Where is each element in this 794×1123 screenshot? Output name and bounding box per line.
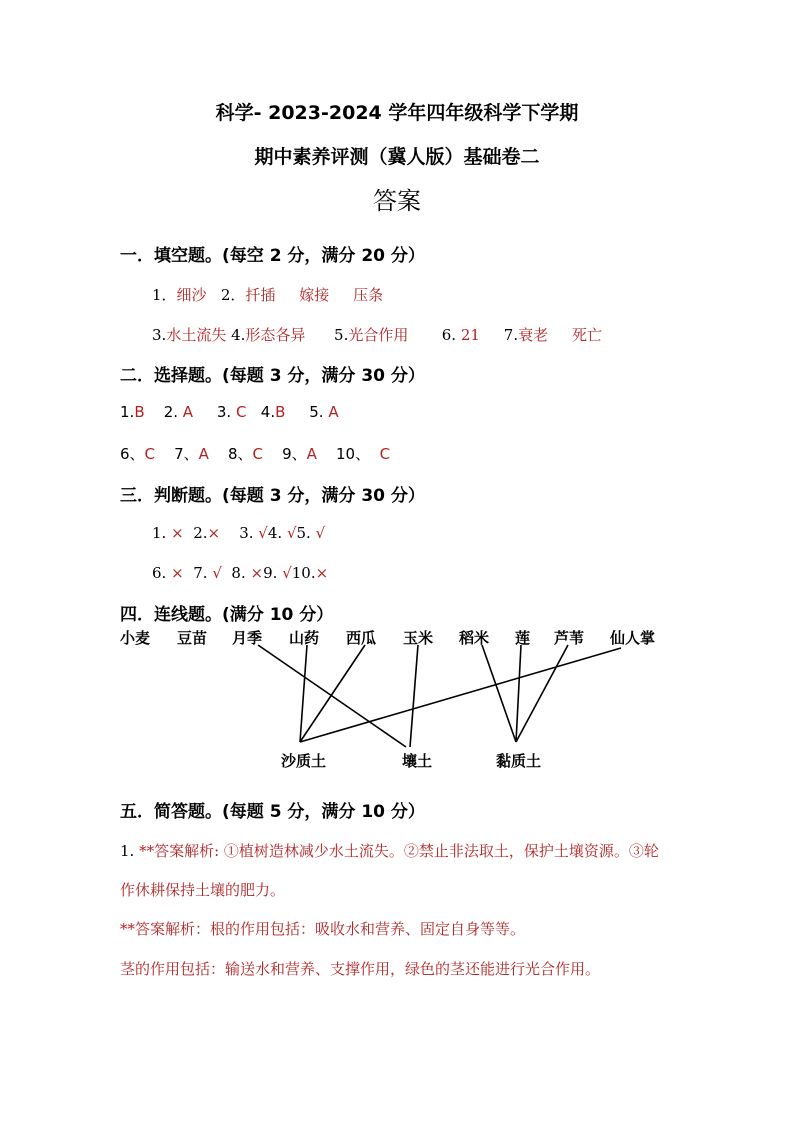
answer-1-line-2: 作休耕保持土壤的肥力。 — [120, 881, 286, 899]
plant-cactus: 仙人掌 — [610, 629, 656, 647]
section-5-title: 五．简答题。(每题 5 分，满分 10 分） — [120, 802, 425, 822]
s2-row-2: 6、C 7、A 8、C 9、A 10、 C — [120, 445, 391, 463]
title-line-1: 科学- 2023-2024 学年四年级科学下学期 — [215, 102, 579, 124]
plant-reed: 芦苇 — [554, 629, 585, 647]
item-2b: 嫁接 — [299, 286, 330, 304]
section-4-title: 四．连线题。(满分 10 分） — [120, 605, 334, 625]
answer-2-line-1: **答案解析：根的作用包括：吸收水和营养、固定自身等等。 — [120, 920, 526, 938]
line-rose-loam — [258, 645, 406, 747]
line-corn-loam — [410, 645, 418, 747]
plant-yam: 山药 — [289, 629, 320, 647]
title-line-2: 期中素养评测（冀人版）基础卷二 — [254, 146, 540, 168]
item-2c: 压条 — [353, 286, 384, 304]
section-1-title: 一．填空题。(每空 2 分，满分 20 分） — [120, 246, 425, 266]
item-1: 1．细沙 — [152, 286, 207, 304]
item-7b: 死亡 — [571, 326, 602, 344]
answer-1-line-1: 1. **答案解析: ①植树造林减少水土流失。②禁止非法取土，保护土壤资源。③轮 — [120, 842, 659, 860]
item-3: 3.水土流失 — [152, 326, 227, 344]
line-yam-sandy — [300, 645, 307, 742]
line-cactus-sandy — [300, 648, 621, 742]
item-2: 2．扦插 — [220, 286, 276, 304]
plant-lotus: 莲 — [515, 629, 531, 647]
line-lotus-clay — [516, 645, 521, 742]
s3-row-1: 1. × 2.× 3. √4. √5. √ — [152, 524, 326, 542]
answer-2-line-2: 茎的作用包括：输送水和营养、支撑作用，绿色的茎还能进行光合作用。 — [120, 960, 601, 978]
item-6: 6. 21 — [441, 326, 480, 344]
line-watermelon-sandy — [300, 645, 365, 742]
plant-bean-sprout: 豆苗 — [177, 629, 208, 647]
plant-wheat: 小麦 — [120, 629, 151, 647]
item-4: 4.形态各异 — [231, 326, 306, 344]
line-rice-clay — [482, 645, 516, 742]
s2-row-1: 1.B 2. A 3. C 4.B 5. A — [120, 403, 339, 421]
s3-row-2: 6. × 7. √ 8. ×9. √10.× — [152, 564, 329, 582]
plant-rice: 稻米 — [459, 629, 490, 647]
plant-watermelon: 西瓜 — [346, 629, 377, 647]
item-5: 5.光合作用 — [334, 326, 409, 344]
line-reed-clay — [516, 645, 568, 742]
plant-corn: 玉米 — [403, 629, 434, 647]
item-7: 7.衰老 — [503, 326, 549, 344]
soil-clay: 黏质土 — [496, 752, 542, 770]
title-answers: 答案 — [373, 187, 421, 215]
plant-rose: 月季 — [232, 629, 263, 647]
soil-sandy: 沙质土 — [281, 752, 327, 770]
section-3-title: 三．判断题。(每题 3 分，满分 30 分） — [120, 486, 425, 506]
section-2-title: 二．选择题。(每题 3 分，满分 30 分） — [120, 366, 425, 386]
soil-loam: 壤土 — [402, 752, 433, 770]
